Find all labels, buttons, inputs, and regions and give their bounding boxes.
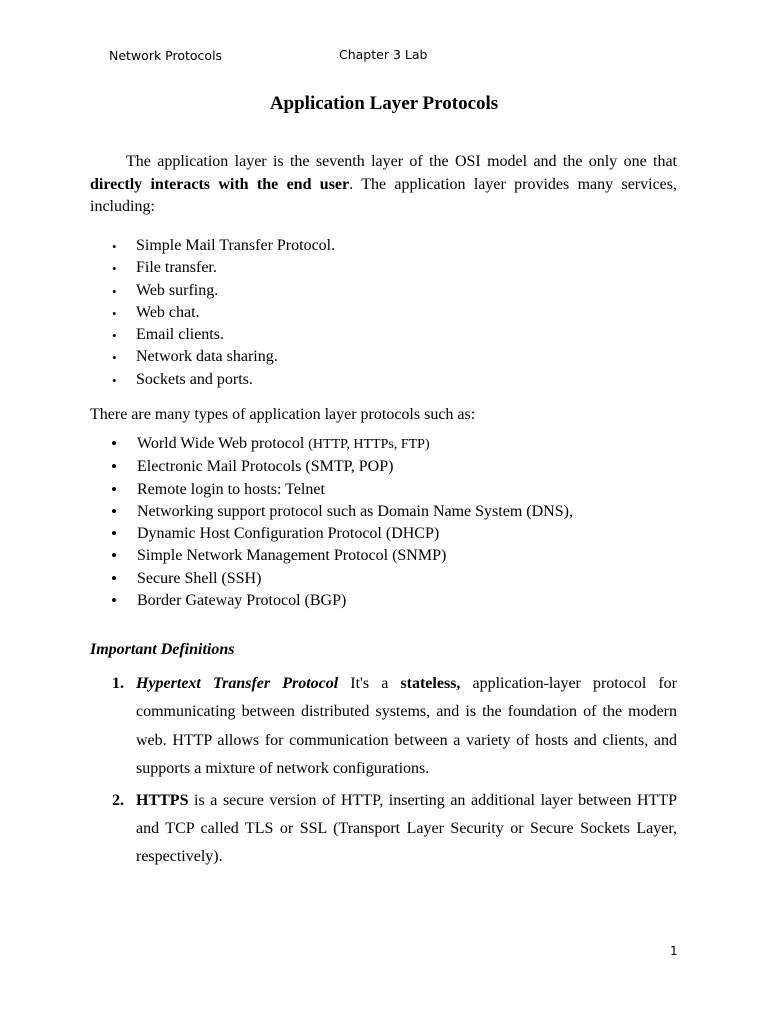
protocols-list <box>90 433 573 612</box>
list-item-text: Remote login to hosts: Telnet <box>137 480 325 498</box>
list-item-text: Simple Network Management Protocol (SNMP) <box>137 547 447 565</box>
list-item <box>90 590 573 612</box>
definition-number: 2. <box>112 791 124 809</box>
bullet-icon: • <box>111 457 117 477</box>
types-intro: There are many types of application layer protocols such as: <box>90 406 476 423</box>
bullet-icon: • <box>112 283 117 299</box>
list-item <box>90 545 573 567</box>
bullet-icon: • <box>111 479 117 499</box>
bullet-icon: • <box>112 350 117 366</box>
definition-term: Hypertext Transfer Protocol <box>136 675 339 692</box>
list-item-text: Simple Mail Transfer Protocol. <box>136 237 336 254</box>
definition-item <box>90 787 677 872</box>
bullet-icon: • <box>112 372 117 388</box>
bullet-icon: • <box>111 434 117 453</box>
list-item-text: File transfer. <box>136 259 217 277</box>
bullet-icon: • <box>111 501 117 521</box>
list-item-text: Secure Shell (SSH) <box>137 569 262 587</box>
list-item-text: Border Gateway Protocol (BGP) <box>137 592 347 610</box>
bullet-icon: • <box>111 524 117 544</box>
list-item <box>90 346 335 368</box>
definitions-list <box>90 670 677 875</box>
list-item <box>90 479 573 501</box>
definition-item <box>90 670 677 784</box>
definition-text: is a secure version of HTTP, inserting an additional layer between HTTP and TCP called TLS or SSL (Transport Layer Security or Secure Sockets Layer, respectively). <box>136 791 677 866</box>
list-item <box>90 235 335 257</box>
list-item <box>90 456 573 478</box>
list-item-text: Networking support protocol such as Domain Name System (DNS), <box>137 502 573 520</box>
list-item <box>90 523 573 545</box>
bullet-icon: • <box>111 568 117 588</box>
definition-term: HTTPS <box>136 791 189 809</box>
definition-bold: stateless, <box>400 675 461 692</box>
intro-bold: directly interacts with the end user <box>90 175 350 193</box>
definitions-heading: Important Definitions <box>90 641 235 658</box>
list-item <box>90 501 573 523</box>
list-item <box>90 568 573 590</box>
page-number: 1 <box>670 944 678 958</box>
definition-number: 1. <box>112 675 124 692</box>
definition-text: application-layer protocol for communicating between distributed systems, and is the foundation of the modern web. HTTP allows for communication between a variety of hosts and clients, and supports a mixture of network configurations. <box>136 675 678 778</box>
definition-text-pre: It's a <box>338 675 401 692</box>
list-item-text: Network data sharing. <box>136 348 278 366</box>
services-list <box>90 235 335 391</box>
list-item <box>90 324 335 346</box>
intro-paragraph <box>90 151 677 219</box>
bullet-icon: • <box>111 546 117 566</box>
list-item-text: World Wide Web protocol <box>137 435 309 452</box>
list-item <box>90 369 335 391</box>
bullet-icon: • <box>111 591 117 611</box>
bullet-icon: • <box>112 239 117 254</box>
page-title: Application Layer Protocols <box>269 93 499 114</box>
list-item-subtext: (HTTP, HTTPs, FTP) <box>308 437 430 452</box>
bullet-icon: • <box>112 261 117 277</box>
list-item-text: Email clients. <box>136 326 224 344</box>
list-item <box>90 280 335 302</box>
running-header-left: Network Protocols <box>109 48 223 63</box>
running-header-center: Chapter 3 Lab <box>339 47 428 62</box>
intro-text-after: . The application layer provides many services, including: <box>90 175 677 215</box>
bullet-icon: • <box>112 305 117 321</box>
list-item-text: Sockets and ports. <box>136 370 253 388</box>
list-item <box>90 302 335 324</box>
list-item <box>90 257 335 279</box>
bullet-icon: • <box>112 328 117 344</box>
intro-text-before: The application layer is the seventh layer of the OSI model and the only one that <box>126 153 677 170</box>
list-item-text: Dynamic Host Configuration Protocol (DHCP) <box>137 525 440 543</box>
list-item <box>90 433 573 456</box>
list-item-text: Web surfing. <box>136 281 219 299</box>
list-item-text: Electronic Mail Protocols (SMTP, POP) <box>137 458 394 476</box>
list-item-text: Web chat. <box>136 303 200 321</box>
